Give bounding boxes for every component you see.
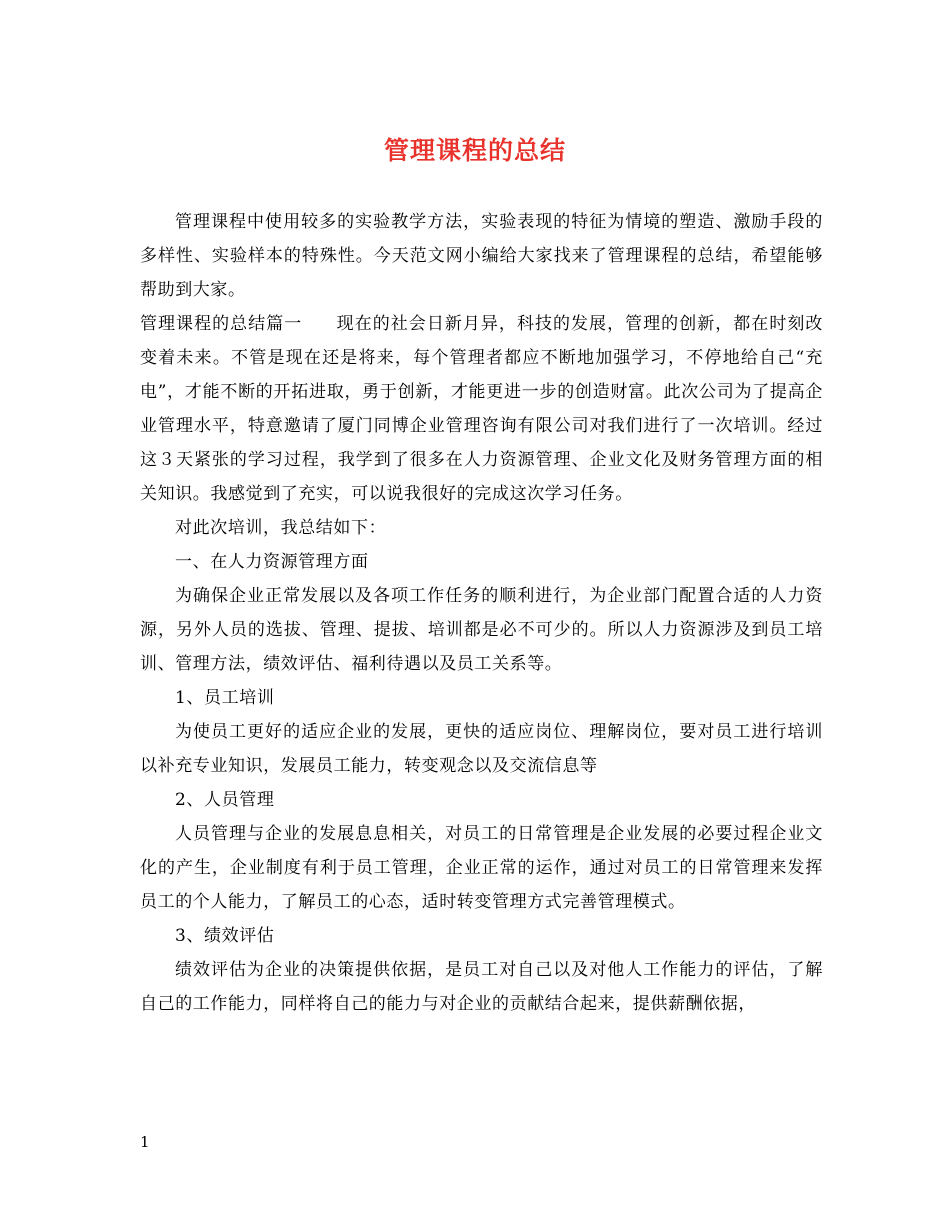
paragraph-training-heading: 1、员工培训 — [175, 688, 275, 708]
paragraph-hr-body: 为确保企业正常发展以及各项工作任务的顺利进行，为企业部门配置合适的人力资源，另外人员的选拔、管理、提拔、培训都是必不可少的。所以人力资源涉及到员工培训、管理方法，绩效评估、福利待遇以及员工关系等。 — [140, 586, 823, 674]
document-body — [140, 205, 823, 1021]
section-one-text: 现在的社会日新月异，科技的发展，管理的创新，都在时刻改变着未来。不管是现在还是将来，每个管理者都应不断地加强学习，不停地给自己“充电”，才能不断的开拓进取，勇于创新，才能更进一步的创造财富。此次公司为了提高企业管理水平，特意邀请了厦门同博企业管理咨询有限公司对我们进行了一次培训。经过这３天紧张的学习过程，我学到了很多在人力资源管理、企业文化及财务管理方面的相关知识。我感觉到了充实，可以说我很好的完成这次学习任务。 — [140, 314, 823, 504]
paragraph-summary-intro: 对此次培训，我总结如下： — [175, 518, 387, 538]
paragraph-section-one — [140, 307, 823, 511]
paragraph-performance-heading: 3、绩效评估 — [175, 926, 275, 946]
section-heading: 管理课程的总结篇一 — [140, 314, 303, 334]
paragraph-intro: 管理课程中使用较多的实验教学方法，实验表现的特征为情境的塑造、激励手段的多样性、实验样本的特殊性。今天范文网小编给大家找来了管理课程的总结，希望能够帮助到大家。 — [140, 212, 823, 300]
paragraph-performance-body: 绩效评估为企业的决策提供依据，是员工对自己以及对他人工作能力的评估，了解自己的工作能力，同样将自己的能力与对企业的贡献结合起来，提供薪酬依据， — [140, 960, 823, 1014]
paragraph-personnel-heading: 2、人员管理 — [175, 790, 275, 810]
paragraph-hr-heading: 一、在人力资源管理方面 — [175, 552, 369, 572]
paragraph-training-body: 为使员工更好的适应企业的发展，更快的适应岗位、理解岗位，要对员工进行培训以补充专业知识，发展员工能力，转变观念以及交流信息等 — [140, 722, 823, 776]
paragraph-personnel-body: 人员管理与企业的发展息息相关，对员工的日常管理是企业发展的必要过程企业文化的产生，企业制度有利于员工管理，企业正常的运作，通过对员工的日常管理来发挥员工的个人能力，了解员工的心态，适时转变管理方式完善管理模式。 — [140, 824, 823, 912]
page-number: 1 — [140, 1133, 150, 1151]
document-title: 管理课程的总结 — [383, 136, 566, 165]
